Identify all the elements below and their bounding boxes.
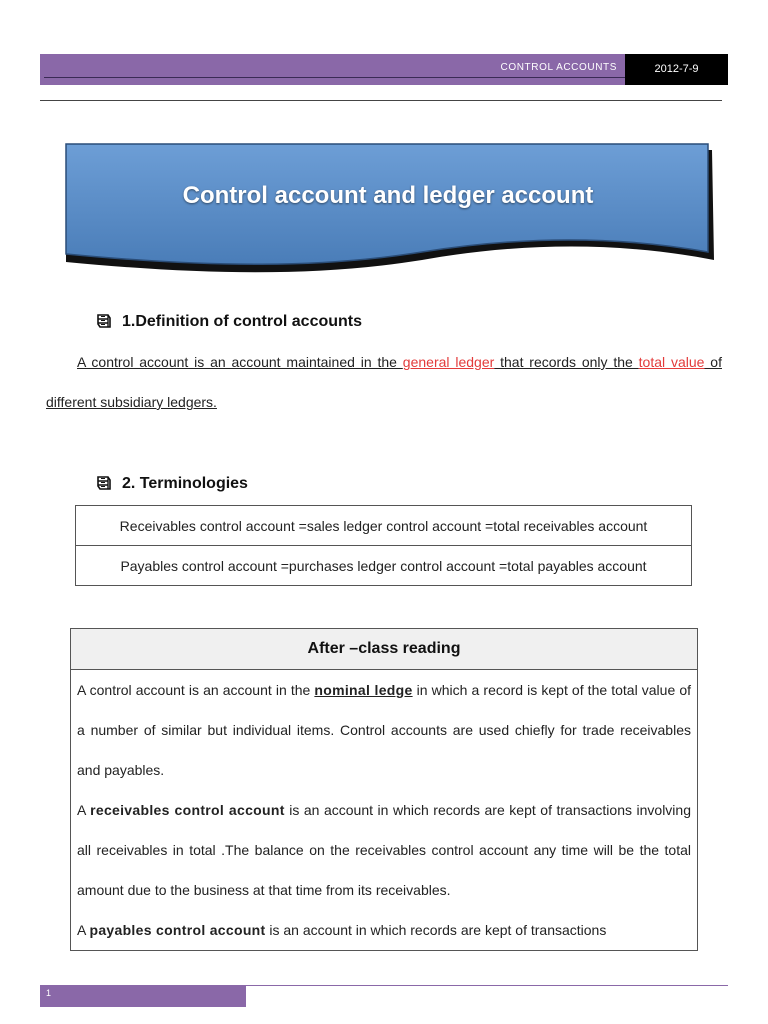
reading-text: is an account in which records are kept of transactions [265,922,607,938]
banner-shape [62,142,714,280]
books-icon [96,314,116,333]
reading-paragraph [77,910,691,950]
section-heading-text: 2. Terminologies [122,475,248,492]
header-date: 2012-7-9 [625,54,728,85]
reading-text: A [77,802,91,818]
definition-text: that records only the [494,354,639,370]
reading-text: A control account is an account in the [77,682,315,698]
payables-control-term: payables control account [89,922,266,938]
section-heading-terminologies [96,475,248,495]
definition-paragraph [46,342,722,422]
header-bar-line [44,77,625,78]
footer-bar [40,985,246,1007]
title-banner [62,142,714,280]
nominal-ledge-term: nominal ledge [314,682,413,698]
reading-text: A [77,922,90,938]
definition-text: A control account is an account maintained in the [77,354,403,370]
receivables-control-term: receivables control account [90,802,285,818]
terminology-table [75,505,692,586]
table-cell: Receivables control account =sales ledger control account =total receivables account [76,506,692,546]
table-cell: Payables control account =purchases ledger control account =total payables account [76,546,692,586]
reading-body [71,670,697,950]
books-icon [96,476,116,495]
definition-text: of different subsidiary ledgers. [46,354,722,410]
table-row [76,546,692,586]
section-heading-definition [96,313,362,333]
reading-heading: After –class reading [71,629,697,670]
footer-rule [246,985,728,986]
reading-paragraph [77,790,691,910]
general-ledger-term: general ledger [402,354,495,370]
page-number: 1 [46,988,52,998]
reading-text: in which a record is kept of the total value of a number of similar but individual items. Control accounts are used chiefly for trade receivables and payables. [77,682,691,778]
table-row [76,506,692,546]
after-class-reading-box [70,628,698,951]
reading-paragraph [77,670,691,790]
section-heading-text: 1.Definition of control accounts [122,313,363,330]
header-title: CONTROL ACCOUNTS [500,62,617,73]
header-bar [40,54,625,85]
reading-text: is an account in which records are kept of transactions involving all receivables in total .The balance on the receivables control account any time will be the total amount due to the business at that time from its receivables. [77,802,691,898]
header-rule [40,100,722,101]
banner-title: Control account and ledger account [182,182,594,209]
total-value-term: total value [638,354,705,370]
